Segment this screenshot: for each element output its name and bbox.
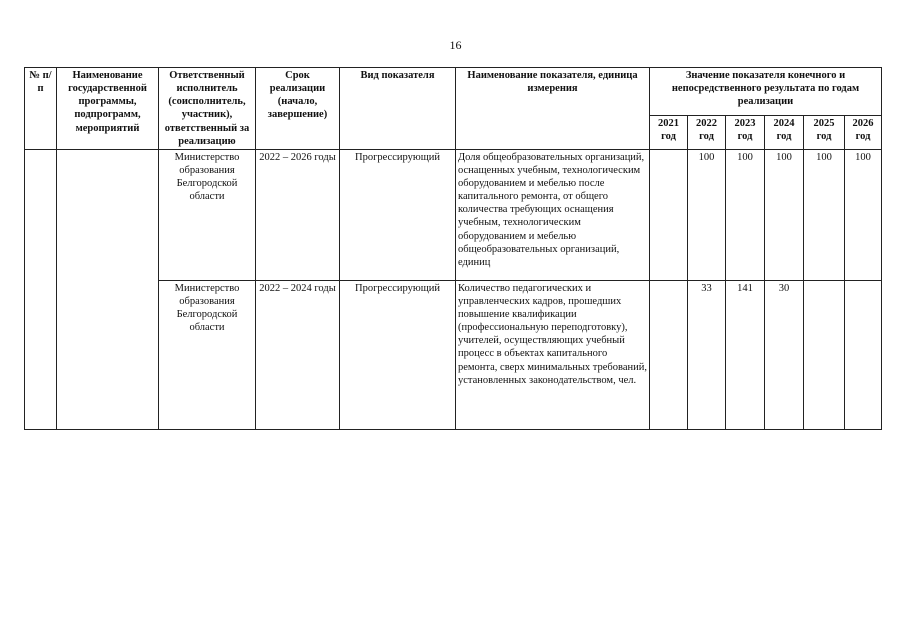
cell-program bbox=[57, 149, 159, 429]
cell-value bbox=[650, 149, 688, 280]
cell-value: 33 bbox=[688, 280, 726, 429]
cell-period: 2022 – 2026 годы bbox=[256, 149, 340, 280]
cell-value: 30 bbox=[765, 280, 804, 429]
header-period: Срок реализации (начало, завершение) bbox=[256, 68, 340, 150]
cell-executor: Министерство образования Белгородской области bbox=[159, 149, 256, 280]
header-year: 2023 год bbox=[726, 116, 765, 149]
table-row bbox=[25, 149, 882, 280]
cell-indicator-name: Доля общеобразовательных организаций, оснащенных учебным, технологическим оборудованием и мебелью после капитального ремонта, от общего количества требующих оснащения учебным, технологическим оборудованием и мебелью общеобразовательных организаций, единиц bbox=[456, 149, 650, 280]
cell-value: 100 bbox=[804, 149, 845, 280]
cell-value: 100 bbox=[845, 149, 882, 280]
page-number: 16 bbox=[449, 38, 462, 52]
header-year: 2022 год bbox=[688, 116, 726, 149]
cell-indicator-type: Прогрессирующий bbox=[340, 149, 456, 280]
indicators-table bbox=[24, 67, 882, 430]
header-indicator-name: Наименование показателя, единица измерения bbox=[456, 68, 650, 150]
header-num: № п/п bbox=[25, 68, 57, 150]
header-year: 2024 год bbox=[765, 116, 804, 149]
cell-num bbox=[25, 149, 57, 429]
cell-value: 100 bbox=[688, 149, 726, 280]
header-executor: Ответственный исполнитель (соисполнитель, участник), ответственный за реализацию bbox=[159, 68, 256, 150]
header-indicator-type: Вид показателя bbox=[340, 68, 456, 150]
cell-indicator-name: Количество педагогических и управленческих кадров, прошедших повышение квалификации (профессиональную переподготовку), учителей, осуществляющих учебный процесс в объектах капитального ремонта, сверх минимальных требований, установленных законодательством, чел. bbox=[456, 280, 650, 429]
cell-value bbox=[804, 280, 845, 429]
header-year: 2021 год bbox=[650, 116, 688, 149]
cell-value bbox=[845, 280, 882, 429]
cell-period: 2022 – 2024 годы bbox=[256, 280, 340, 429]
cell-executor: Министерство образования Белгородской области bbox=[159, 280, 256, 429]
cell-value: 141 bbox=[726, 280, 765, 429]
header-year: 2025 год bbox=[804, 116, 845, 149]
header-program: Наименование государственной программы, подпрограмм, мероприятий bbox=[57, 68, 159, 150]
header-year: 2026 год bbox=[845, 116, 882, 149]
header-values-group: Значение показателя конечного и непосредственного результата по годам реализации bbox=[650, 68, 882, 116]
cell-value bbox=[650, 280, 688, 429]
header-row bbox=[25, 68, 882, 116]
cell-indicator-type: Прогрессирующий bbox=[340, 280, 456, 429]
cell-value: 100 bbox=[765, 149, 804, 280]
cell-value: 100 bbox=[726, 149, 765, 280]
